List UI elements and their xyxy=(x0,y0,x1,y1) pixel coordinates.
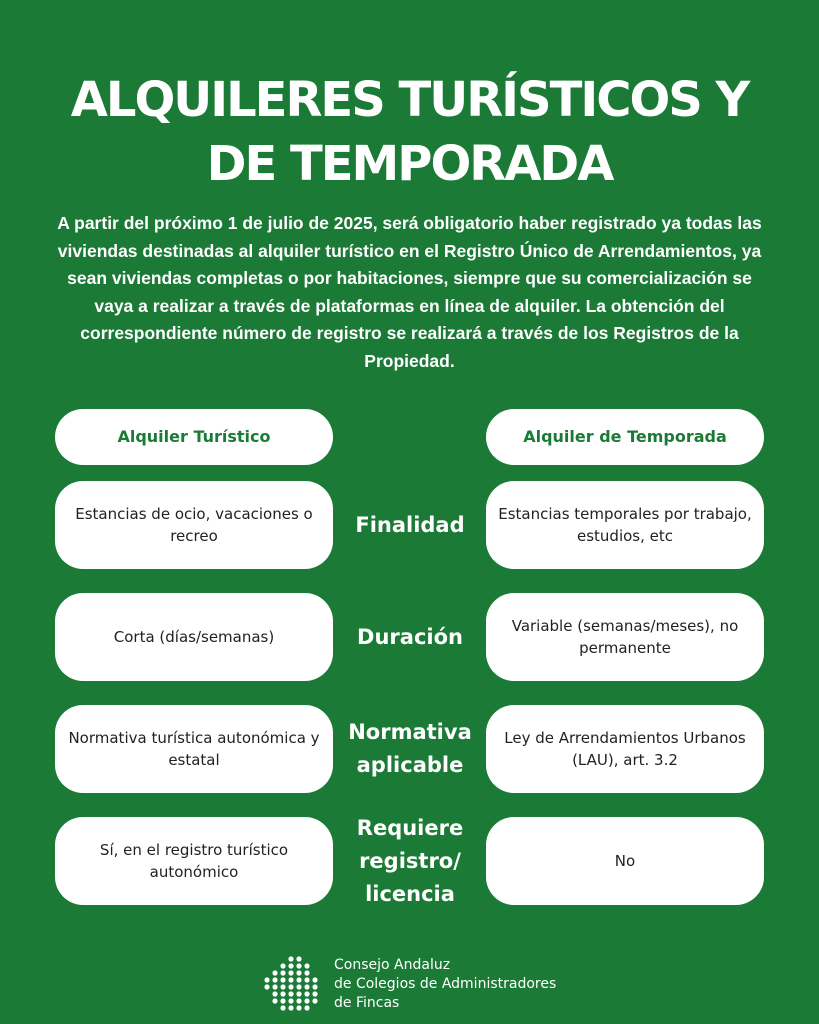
row-normativa-turistico: Normativa turística autonómica y estatal xyxy=(55,705,333,793)
row-registro-temporada: No xyxy=(486,817,764,905)
page-title: ALQUILERES TURÍSTICOS Y DE TEMPORADA xyxy=(70,72,749,192)
intro-paragraph: A partir del próximo 1 de julio de 2025, será obligatorio haber registrado ya todas las viviendas destinadas al alquiler turístico en el Registro Único de Arrendamientos, ya sean viviendas completas o por habitaciones, siempre que su comercialización se vaya a realizar a través de plataformas en línea de alquiler. La obtención del correspondiente número de registro se realizará a través de los Registros de la Propiedad. xyxy=(57,213,762,371)
footer-line-2: de Colegios de Administradores xyxy=(334,975,557,992)
dot-matrix-logo-icon xyxy=(262,955,320,1013)
header-alquiler-turistico: Alquiler Turístico xyxy=(55,409,333,465)
row-registro-turistico: Sí, en el registro turístico autonómico xyxy=(55,817,333,905)
row-duracion-turistico: Corta (días/semanas) xyxy=(55,593,333,681)
footer-line-1: Consejo Andaluz xyxy=(334,956,451,973)
row-normativa-label: Normativa aplicable xyxy=(348,720,472,777)
row-finalidad-turistico: Estancias de ocio, vacaciones o recreo xyxy=(55,481,333,569)
header-alquiler-temporada: Alquiler de Temporada xyxy=(486,409,764,465)
row-normativa-temporada: Ley de Arrendamientos Urbanos (LAU), art. 3.2 xyxy=(486,705,764,793)
footer-line-3: de Fincas xyxy=(334,994,400,1011)
row-finalidad-temporada: Estancias temporales por trabajo, estudios, etc xyxy=(486,481,764,569)
row-finalidad-label: Finalidad xyxy=(355,512,465,537)
row-duracion-label: Duración xyxy=(357,624,463,649)
row-registro-label: Requiere registro/ licencia xyxy=(356,815,464,906)
footer-brand xyxy=(262,955,556,1013)
row-duracion-temporada: Variable (semanas/meses), no permanente xyxy=(486,593,764,681)
footer-organization-name xyxy=(334,956,556,1013)
